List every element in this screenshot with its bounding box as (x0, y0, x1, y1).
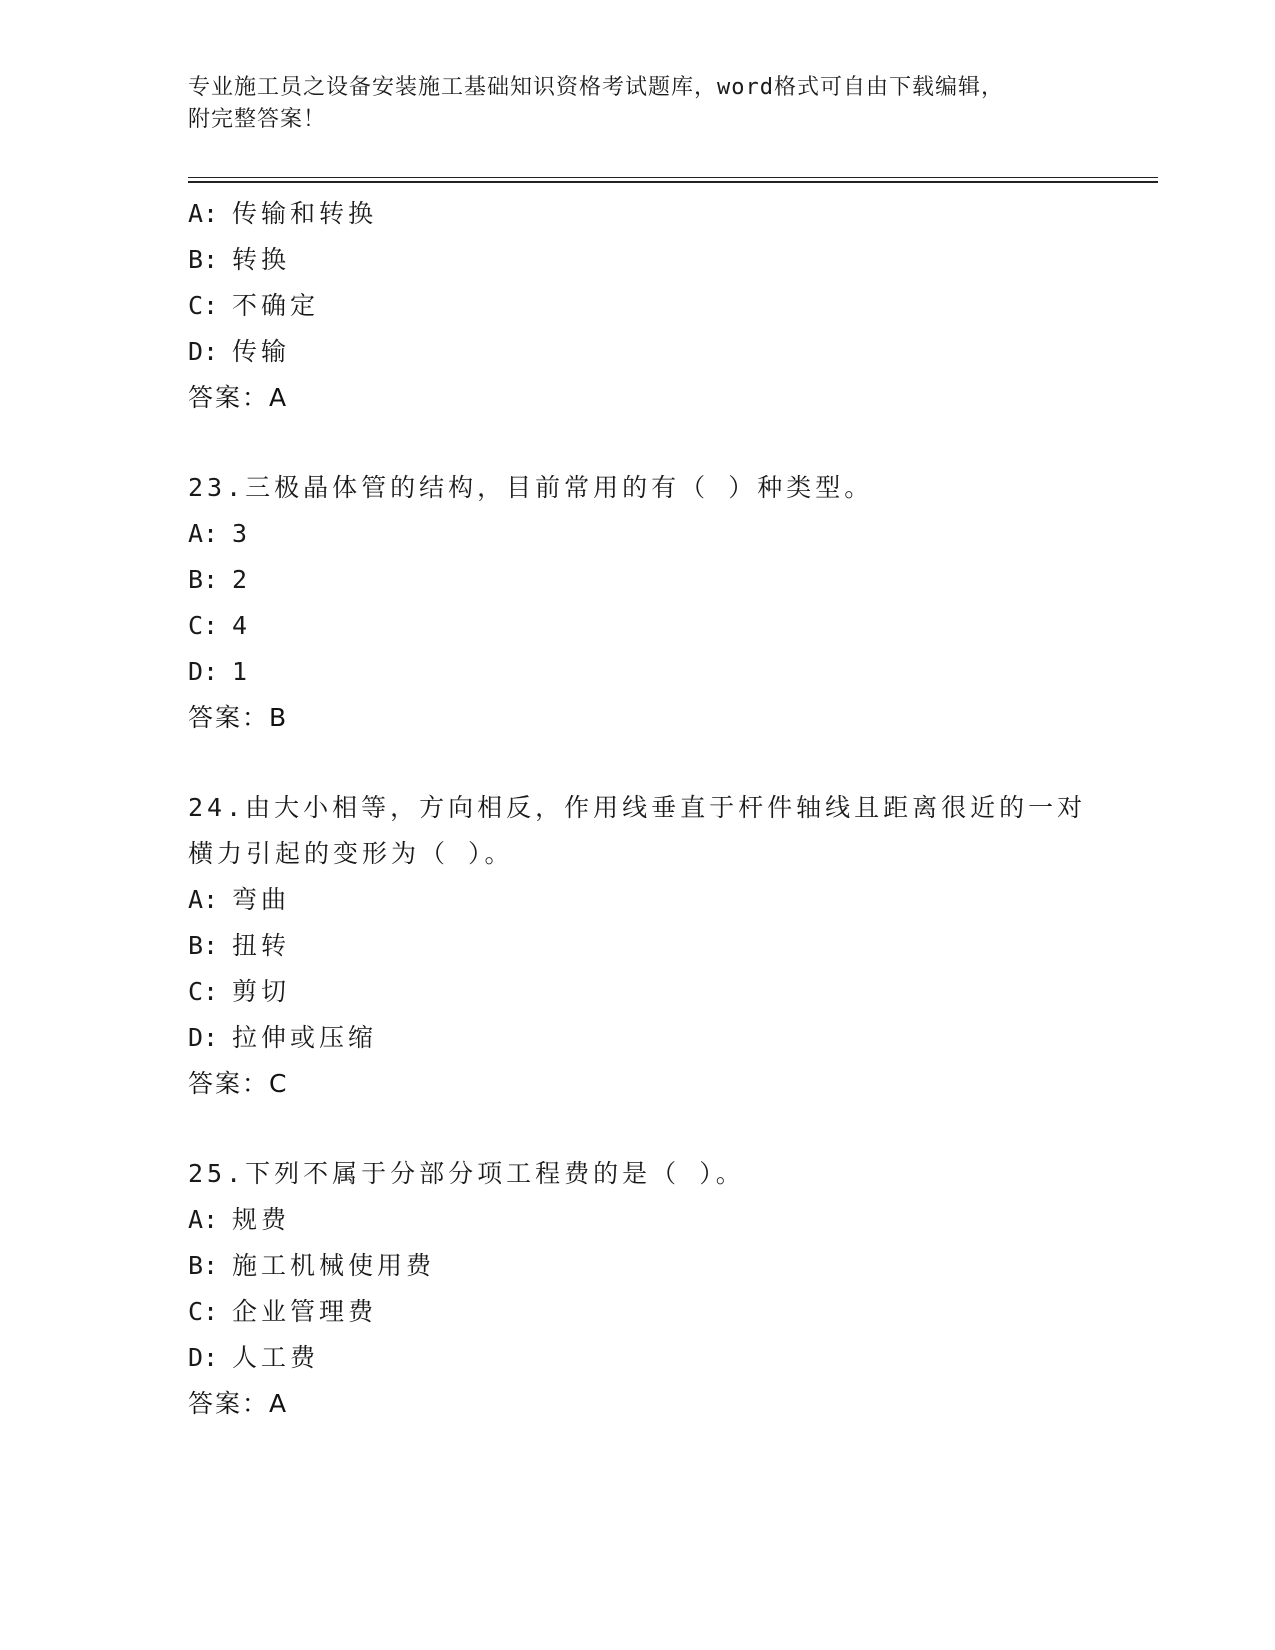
option-text: 转换 (232, 245, 291, 274)
option-text: 4 (232, 611, 252, 640)
option-b (188, 1243, 1148, 1289)
option-d (188, 1015, 1148, 1061)
answer-line: 答案：A (188, 383, 289, 412)
option-letter: A: (188, 1205, 219, 1234)
option-text: 传输 (232, 337, 291, 366)
option-text: 1 (232, 657, 252, 686)
option-letter: C: (188, 977, 219, 1006)
option-b (188, 237, 1148, 283)
option-c (188, 603, 1148, 649)
option-text: 弯曲 (232, 885, 291, 914)
option-text: 2 (232, 565, 252, 594)
option-letter: B: (188, 565, 219, 594)
question-block-22 (188, 191, 1148, 421)
option-b (188, 557, 1148, 603)
option-letter: D: (188, 657, 219, 686)
option-text: 拉伸或压缩 (232, 1023, 378, 1052)
question-list (188, 191, 1148, 1427)
option-c (188, 1289, 1148, 1335)
option-text: 规费 (232, 1205, 291, 1234)
option-letter: A: (188, 519, 219, 548)
question-block-23 (188, 465, 1148, 741)
answer-line: 答案：A (188, 1389, 289, 1418)
block-spacer (188, 1107, 1148, 1151)
question-text: 25.下列不属于分部分项工程费的是（ ）。 (188, 1159, 745, 1188)
option-letter: D: (188, 1023, 219, 1052)
option-a (188, 1197, 1148, 1243)
option-d (188, 1335, 1148, 1381)
option-text: 3 (232, 519, 252, 548)
option-d (188, 329, 1148, 375)
option-text: 不确定 (232, 291, 320, 320)
option-c (188, 283, 1148, 329)
option-letter: C: (188, 1297, 219, 1326)
option-text: 企业管理费 (232, 1297, 378, 1326)
option-text: 施工机械使用费 (232, 1251, 436, 1280)
header-rule-thick (188, 181, 1158, 183)
header-rule-thin (188, 177, 1158, 178)
option-letter: D: (188, 337, 219, 366)
option-a (188, 877, 1148, 923)
option-d (188, 649, 1148, 695)
option-letter: A: (188, 199, 219, 228)
question-block-25 (188, 1151, 1148, 1427)
option-letter: D: (188, 1343, 219, 1372)
option-b (188, 923, 1148, 969)
option-text: 人工费 (232, 1343, 320, 1372)
option-letter: B: (188, 931, 219, 960)
document-header (188, 72, 1088, 136)
option-letter: B: (188, 1251, 219, 1280)
question-block-24 (188, 785, 1148, 1107)
answer-line: 答案：C (188, 1069, 289, 1098)
option-text: 传输和转换 (232, 199, 378, 228)
option-letter: C: (188, 291, 219, 320)
option-text: 扭转 (232, 931, 291, 960)
option-letter: A: (188, 885, 219, 914)
option-text: 剪切 (232, 977, 291, 1006)
option-letter: C: (188, 611, 219, 640)
block-spacer (188, 741, 1148, 785)
option-a (188, 191, 1148, 237)
block-spacer (188, 421, 1148, 465)
option-a (188, 511, 1148, 557)
header-line-2: 附完整答案！ (188, 107, 327, 132)
question-text: 23.三极晶体管的结构，目前常用的有（ ）种类型。 (188, 473, 874, 502)
answer-line: 答案：B (188, 703, 289, 732)
option-letter: B: (188, 245, 219, 274)
option-c (188, 969, 1148, 1015)
question-text: 24.由大小相等，方向相反，作用线垂直于杆件轴线且距离很近的一对横力引起的变形为（ ）。 (188, 793, 1087, 868)
header-line-1: 专业施工员之设备安装施工基础知识资格考试题库，word格式可自由下载编辑， (188, 75, 1004, 100)
